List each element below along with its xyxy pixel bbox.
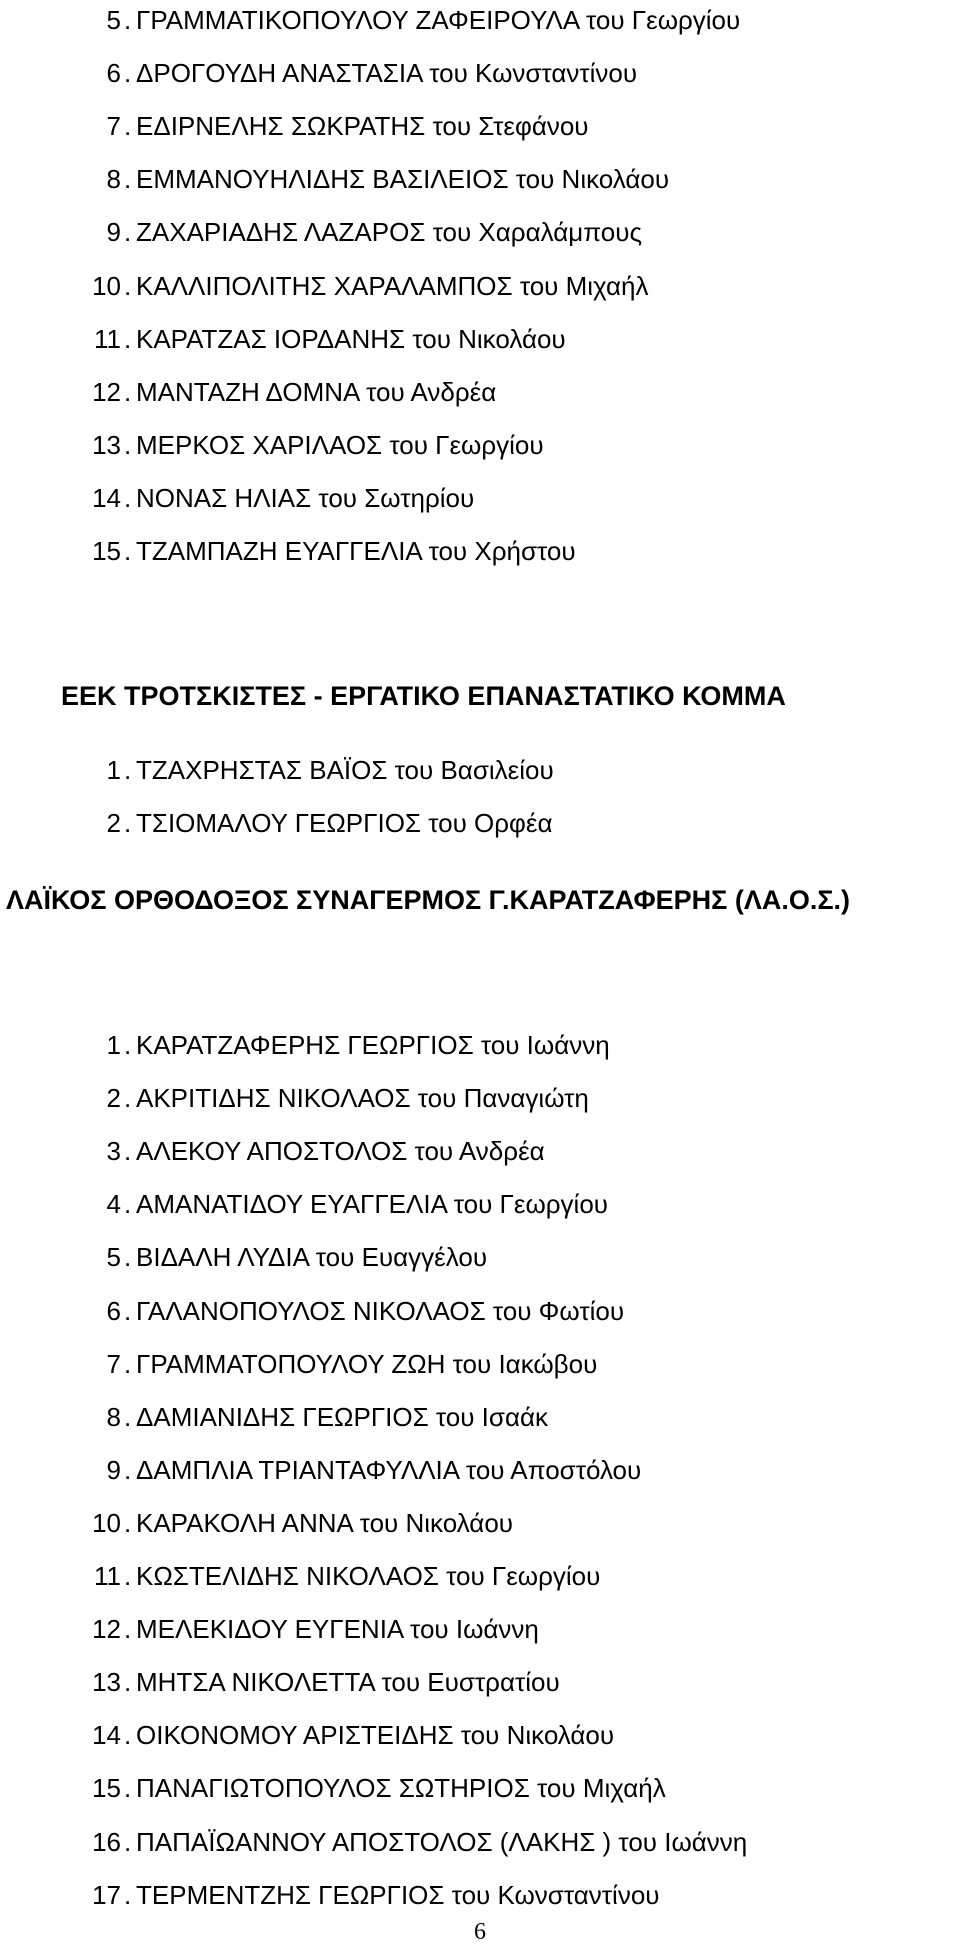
list-item-name: ΟΙΚΟΝΟΜΟΥ ΑΡΙΣΤΕΙΔΗΣ του Νικολάου <box>136 1720 615 1751</box>
list-item <box>0 531 960 571</box>
list-item-separator: . <box>124 429 132 460</box>
list-item-number: 9 <box>106 217 121 248</box>
list-item-name: ΓΡΑΜΜΑΤΙΚΟΠΟΥΛΟΥ ΖΑΦΕΙΡΟΥΛΑ του Γεωργίου <box>136 5 741 35</box>
list-item <box>0 1715 960 1755</box>
list-item-name: ΝΟΝΑΣ ΗΛΙΑΣ του Σωτηρίου <box>136 482 475 513</box>
list-item <box>0 212 960 252</box>
list-item-separator: . <box>124 1454 132 1485</box>
list-item-number: 2 <box>106 1083 121 1114</box>
list-item-name: ΓΑΛΑΝΟΠΟΥΛΟΣ ΝΙΚΟΛΑΟΣ του Φωτίου <box>136 1295 625 1326</box>
list-item-number: 9 <box>106 1454 121 1485</box>
list-item-name: ΚΑΡΑΤΖΑΣ ΙΟΡΔΑΝΗΣ του Νικολάου <box>136 323 566 354</box>
list-item <box>0 1822 960 1862</box>
list-item-separator: . <box>124 1401 132 1432</box>
list-item-name: ΓΡΑΜΜΑΤΟΠΟΥΛΟΥ ΖΩΗ του Ιακώβου <box>136 1348 598 1379</box>
list-item <box>0 372 960 412</box>
list-item <box>0 478 960 518</box>
list-item <box>0 1609 960 1649</box>
list-item <box>0 1131 960 1171</box>
list-item-name: ΤΖΑΧΡΗΣΤΑΣ ΒΑΪΟΣ του Βασιλείου <box>136 755 554 785</box>
list-item-number: 13 <box>92 1667 121 1698</box>
list-item-number: 13 <box>92 429 121 460</box>
list-item <box>0 1662 960 1702</box>
list-item-separator: . <box>124 217 132 248</box>
list-item-number: 14 <box>92 1720 121 1751</box>
list-item-number: 6 <box>106 58 121 89</box>
list-item-separator: . <box>124 1561 132 1591</box>
list-item-separator: . <box>124 111 132 142</box>
list-item-separator: . <box>124 1030 132 1060</box>
list-item-separator: . <box>124 1720 132 1751</box>
list-item <box>0 1344 960 1384</box>
list-item-separator: . <box>124 1507 132 1538</box>
list-item-name: ΜΗΤΣΑ ΝΙΚΟΛΕΤΤΑ του Ευστρατίου <box>136 1667 560 1698</box>
list-item-number: 15 <box>92 1773 121 1804</box>
list-item-separator: . <box>124 164 132 195</box>
list-item-name: ΑΚΡΙΤΙΔΗΣ ΝΙΚΟΛΑΟΣ του Παναγιώτη <box>136 1083 589 1114</box>
list-item <box>0 1078 960 1118</box>
list-item-number: 7 <box>106 1348 121 1379</box>
list-item <box>0 266 960 306</box>
list-item-number: 12 <box>92 1614 121 1645</box>
page-number: 6 <box>474 1919 486 1945</box>
list-item-number: 15 <box>92 536 121 566</box>
list-item-separator: . <box>124 1773 132 1804</box>
list-item <box>0 1397 960 1437</box>
list-item-separator: . <box>124 1348 132 1379</box>
list-item-number: 5 <box>106 5 121 35</box>
list-item-separator: . <box>124 376 132 407</box>
list-item-separator: . <box>124 755 132 785</box>
list-item-number: 11 <box>94 1561 121 1591</box>
list-item <box>0 1768 960 1808</box>
list-item-number: 3 <box>106 1136 121 1167</box>
list-item-name: ΕΜΜΑΝΟΥΗΛΙΔΗΣ ΒΑΣΙΛΕΙΟΣ του Νικολάου <box>136 164 670 195</box>
list-item <box>0 803 960 843</box>
list-item-name: ΚΑΡΑΤΖΑΦΕΡΗΣ ΓΕΩΡΓΙΟΣ του Ιωάννη <box>136 1030 610 1060</box>
list-item-name: ΠΑΝΑΓΙΩΤΟΠΟΥΛΟΣ ΣΩΤΗΡΙΟΣ του Μιχαήλ <box>136 1773 666 1804</box>
list-item-name: ΒΙΔΑΛΗ ΛΥΔΙΑ του Ευαγγέλου <box>136 1242 488 1273</box>
list-item-name: ΤΕΡΜΕΝΤΖΗΣ ΓΕΩΡΓΙΟΣ του Κωνσταντίνου <box>136 1879 660 1910</box>
list-item-name: ΜΕΡΚΟΣ ΧΑΡΙΛΑΟΣ του Γεωργίου <box>136 429 544 460</box>
list-item-name: ΕΔΙΡΝΕΛΗΣ ΣΩΚΡΑΤΗΣ του Στεφάνου <box>136 111 589 142</box>
list-item-separator: . <box>124 5 132 35</box>
list-item-separator: . <box>124 1667 132 1698</box>
list-item-separator: . <box>124 1242 132 1273</box>
list-item-separator: . <box>124 58 132 89</box>
list-item-number: 6 <box>106 1295 121 1326</box>
list-item-name: ΖΑΧΑΡΙΑΔΗΣ ΛΑΖΑΡΟΣ του Χαραλάμπους <box>136 217 643 248</box>
list-item-number: 16 <box>92 1826 121 1857</box>
list-item-number: 17 <box>92 1879 121 1910</box>
list-item-name: ΑΜΑΝΑΤΙΔΟΥ ΕΥΑΓΓΕΛΙΑ του Γεωργίου <box>136 1189 608 1220</box>
list-item <box>0 106 960 146</box>
list-item-separator: . <box>124 536 132 566</box>
list-item-number: 1 <box>106 755 121 785</box>
party-heading-eek: ΕΕΚ ΤΡΟΤΣΚΙΣΤΕΣ - ΕΡΓΑΤΙΚΟ ΕΠΑΝΑΣΤΑΤΙΚΟ ΚΟΜΜΑ <box>61 681 786 711</box>
list-item <box>0 1556 960 1596</box>
list-item-separator: . <box>124 270 132 301</box>
list-item-name: ΠΑΠΑΪΩΑΝΝΟΥ ΑΠΟΣΤΟΛΟΣ (ΛΑΚΗΣ ) του Ιωάννη <box>136 1826 748 1857</box>
list-item-number: 5 <box>106 1242 121 1273</box>
list-item-name: ΔΑΜΠΛΙΑ ΤΡΙΑΝΤΑΦΥΛΛΙΑ του Αποστόλου <box>136 1454 642 1485</box>
list-item-number: 11 <box>94 323 121 354</box>
list-item-name: ΔΑΜΙΑΝΙΔΗΣ ΓΕΩΡΓΙΟΣ του Ισαάκ <box>136 1401 549 1432</box>
list-item-name: ΚΩΣΤΕΛΙΔΗΣ ΝΙΚΟΛΑΟΣ του Γεωργίου <box>136 1561 601 1591</box>
list-item <box>0 1184 960 1224</box>
list-item-separator: . <box>124 1295 132 1326</box>
party-heading-laos: ΛΑΪΚΟΣ ΟΡΘΟΔΟΞΟΣ ΣΥΝΑΓΕΡΜΟΣ Γ.ΚΑΡΑΤΖΑΦΕΡΗΣ (ΛΑ.Ο.Σ.) <box>6 885 851 915</box>
list-item <box>0 0 960 40</box>
list-item-number: 10 <box>92 1507 121 1538</box>
list-item-separator: . <box>124 1826 132 1857</box>
list-item-separator: . <box>124 1189 132 1220</box>
list-item-name: ΑΛΕΚΟΥ ΑΠΟΣΤΟΛΟΣ του Ανδρέα <box>136 1136 545 1167</box>
list-item-separator: . <box>124 1136 132 1167</box>
list-item-separator: . <box>124 482 132 513</box>
list-item-number: 12 <box>92 376 121 407</box>
list-item <box>0 159 960 199</box>
list-item-name: ΚΑΛΛΙΠΟΛΙΤΗΣ ΧΑΡΑΛΑΜΠΟΣ του Μιχαήλ <box>136 270 649 301</box>
list-item <box>0 425 960 465</box>
list-item-name: ΤΣΙΟΜΑΛΟΥ ΓΕΩΡΓΙΟΣ του Ορφέα <box>136 808 553 838</box>
list-item-number: 7 <box>106 111 121 142</box>
list-item <box>0 53 960 93</box>
list-item-number: 1 <box>106 1030 121 1060</box>
list-item <box>0 750 960 790</box>
list-item-name: ΜΕΛΕΚΙΔΟΥ ΕΥΓΕΝΙΑ του Ιωάννη <box>136 1614 539 1645</box>
list-item-number: 2 <box>106 808 121 838</box>
list-item-number: 14 <box>92 482 121 513</box>
list-item <box>0 1450 960 1490</box>
list-item <box>0 319 960 359</box>
list-item-separator: . <box>124 808 132 838</box>
list-item <box>0 1291 960 1331</box>
list-item-name: ΜΑΝΤΑΖΗ ΔΟΜΝΑ του Ανδρέα <box>136 376 497 407</box>
list-item-separator: . <box>124 1879 132 1910</box>
list-item-number: 8 <box>106 164 121 195</box>
list-item-separator: . <box>124 323 132 354</box>
list-item-separator: . <box>124 1614 132 1645</box>
list-item-number: 10 <box>92 270 121 301</box>
list-item-name: ΔΡΟΓΟΥΔΗ ΑΝΑΣΤΑΣΙΑ του Κωνσταντίνου <box>136 58 638 89</box>
list-item <box>0 1875 960 1915</box>
list-item-name: ΤΖΑΜΠΑΖΗ ΕΥΑΓΓΕΛΙΑ του Χρήστου <box>136 536 576 566</box>
list-item-separator: . <box>124 1083 132 1114</box>
list-item-number: 4 <box>106 1189 121 1220</box>
list-item <box>0 1503 960 1543</box>
list-item-number: 8 <box>106 1401 121 1432</box>
list-item-name: ΚΑΡΑΚΟΛΗ ΑΝΝΑ του Νικολάου <box>136 1507 514 1538</box>
list-item <box>0 1237 960 1277</box>
list-item <box>0 1025 960 1065</box>
